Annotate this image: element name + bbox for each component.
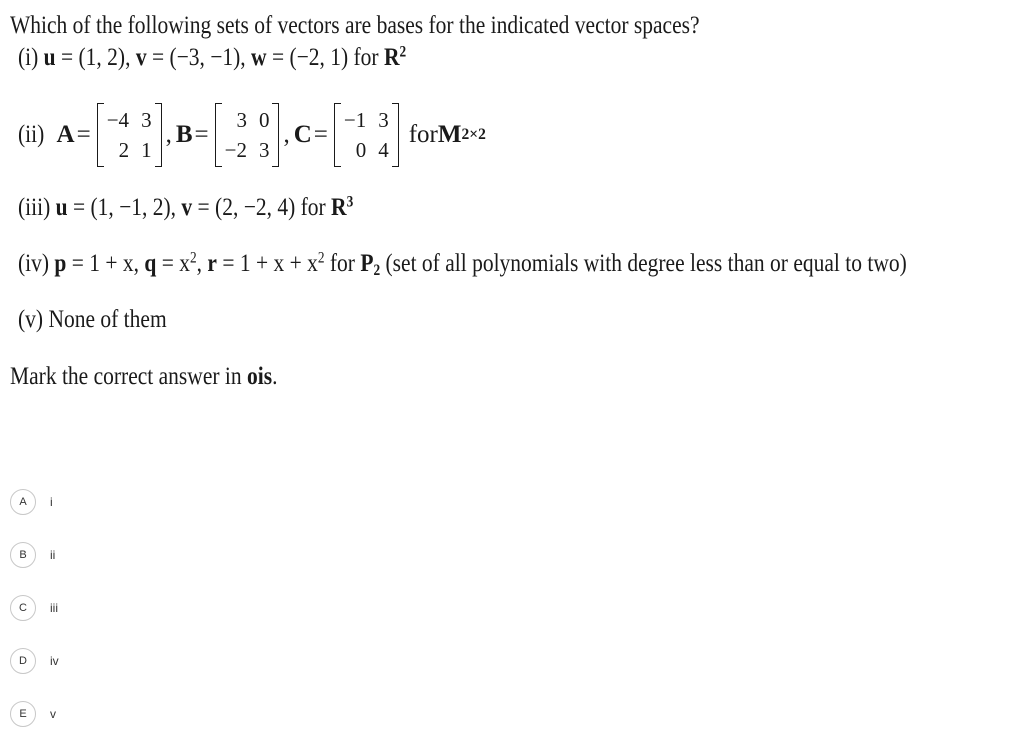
matrix-A (97, 103, 162, 167)
space-name: M (437, 121, 462, 148)
space-name: P (360, 250, 374, 277)
option-label: (iv) (18, 250, 50, 277)
poly-q: q (144, 250, 157, 277)
option-label: (v) (18, 306, 44, 333)
choice-label[interactable]: v (50, 707, 56, 721)
vector-v-value: = (−3, −1), (146, 44, 252, 71)
matrix-B (215, 103, 280, 167)
option-iii (18, 194, 353, 222)
choice-letter-badge[interactable]: E (10, 701, 36, 727)
matrix-cell: 0 (355, 138, 367, 162)
choice-label[interactable]: iii (50, 601, 58, 615)
option-i (18, 44, 406, 72)
matrix-cell: 3 (378, 108, 389, 132)
poly-r: r (207, 250, 217, 277)
space-name: R (383, 44, 400, 71)
choice-a[interactable] (10, 489, 53, 515)
poly-p: p (54, 250, 67, 277)
separator: , (283, 121, 290, 148)
poly-q-value: = x (156, 250, 190, 277)
for-text: for (324, 250, 361, 277)
matrix-cell: 0 (258, 108, 270, 132)
matrix-cell: 1 (141, 138, 152, 162)
vector-v-value: = (2, −2, 4) for (192, 194, 332, 221)
choice-e[interactable] (10, 701, 56, 727)
vector-v: v (181, 194, 193, 221)
space-exponent: 2 (399, 43, 407, 61)
matrix-C (334, 103, 399, 167)
matrix-cell: 3 (141, 108, 152, 132)
matrix-cell: 3 (258, 138, 270, 162)
option-text: None of them (48, 306, 167, 333)
space-name: R (331, 194, 347, 221)
choice-label[interactable]: i (50, 495, 53, 509)
matrix-C-name: C (293, 121, 312, 148)
matrix-cell: 3 (236, 108, 247, 132)
choice-letter-badge[interactable]: D (10, 648, 36, 674)
matrix-B-name: B (175, 121, 193, 148)
vector-u: u (55, 194, 68, 221)
instruction-text (10, 363, 277, 391)
vector-u-value: = (1, 2), (55, 44, 136, 71)
matrix-A-name: A (56, 121, 75, 148)
choice-d[interactable] (10, 648, 59, 674)
instruction-bold: ois (246, 363, 273, 390)
instruction-prefix: Mark the correct answer in (10, 363, 247, 390)
choice-c[interactable] (10, 595, 58, 621)
vector-v: v (135, 44, 147, 71)
instruction-suffix: . (272, 363, 278, 390)
option-label: (iii) (18, 194, 51, 221)
choice-label[interactable]: ii (50, 548, 56, 562)
matrix-cell: 2 (118, 138, 130, 162)
choice-letter-badge[interactable]: A (10, 489, 36, 515)
option-iv (18, 250, 907, 278)
space-subscript: 2 (373, 261, 381, 279)
separator: , (165, 121, 172, 148)
vector-u: u (43, 44, 56, 71)
separator: , (196, 250, 208, 277)
space-exponent: 3 (346, 193, 354, 211)
matrix-cell: −4 (106, 108, 130, 132)
exponent: 2 (189, 249, 197, 267)
option-label: (i) (18, 44, 39, 71)
choice-b[interactable] (10, 542, 55, 568)
vector-w: w (251, 44, 267, 71)
poly-p-value: = 1 + x, (66, 250, 145, 277)
option-label: (ii) (18, 121, 45, 148)
choice-label[interactable]: iv (50, 654, 59, 668)
choice-letter-badge[interactable]: B (10, 542, 36, 568)
vector-w-value: = (−2, 1) for (266, 44, 384, 71)
equals-sign: = (194, 121, 209, 148)
space-note: (set of all polynomials with degree less than or equal to two) (380, 250, 907, 277)
exponent: 2 (317, 249, 325, 267)
matrix-cell: −2 (224, 138, 247, 162)
option-v (18, 306, 167, 334)
equals-sign: = (313, 121, 328, 148)
for-text: for (408, 121, 438, 148)
question-title: Which of the following sets of vectors are bases for the indicated vector spaces? (10, 12, 700, 39)
poly-r-value: = 1 + x + x (216, 250, 318, 277)
equals-sign: = (76, 121, 91, 148)
matrix-cell: 4 (378, 138, 389, 162)
choice-letter-badge[interactable]: C (10, 595, 36, 621)
vector-u-value: = (1, −1, 2), (67, 194, 182, 221)
option-ii: (ii) A = −4 3 2 1 , B = 3 0 −2 3 , C = −1 3 0 4 for M 2×2 (18, 100, 486, 170)
matrix-cell: −1 (343, 108, 367, 132)
